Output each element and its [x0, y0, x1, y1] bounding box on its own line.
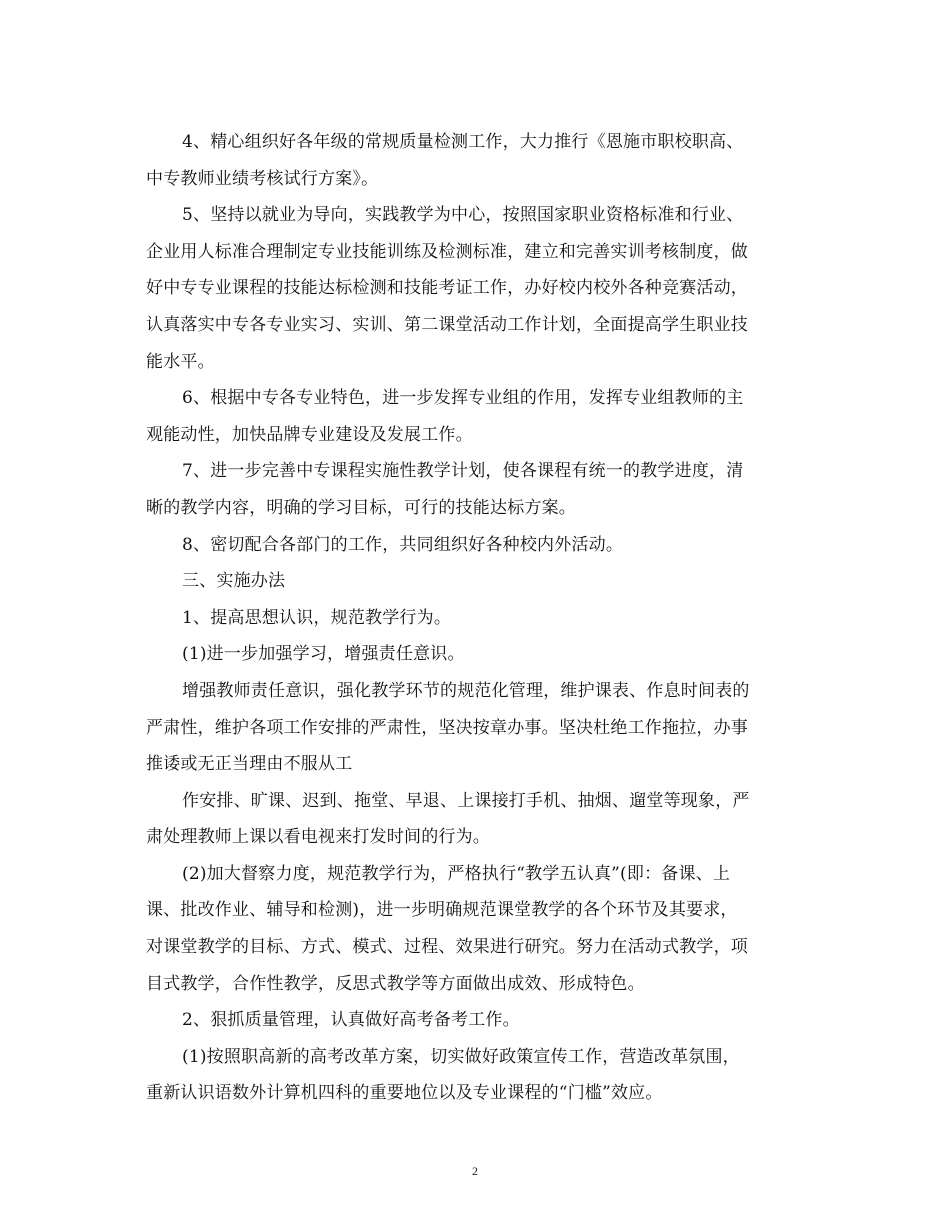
text-line: 6、根据中专各专业特色，进一步发挥专业组的作用，发挥专业组教师的主 — [182, 388, 744, 409]
text-line: 晰的教学内容，明确的学习目标，可行的技能达标方案。 — [146, 497, 576, 518]
text-line: (1)按照职高新的高考改革方案，切实做好政策宣传工作，营造改革氛围， — [182, 1046, 740, 1067]
text-line: 严肃性，维护各项工作安排的严肃性，坚决按章办事。坚决杜绝工作拖拉，办事 — [146, 717, 748, 738]
text-line: 作安排、旷课、迟到、拖堂、早退、上课接打手机、抽烟、遛堂等现象，严 — [182, 790, 750, 811]
text-line: 观能动性，加快品牌专业建设及发展工作。 — [146, 424, 473, 445]
text-line: 增强教师责任意识，强化教学环节的规范化管理，维护课表、作息时间表的 — [182, 680, 750, 701]
text-line: 推诿或无正当理由不服从工 — [146, 754, 353, 775]
text-line: 4、精心组织好各年级的常规质量检测工作，大力推行《恩施市职校职高、 — [182, 132, 744, 152]
text-line: 企业用人标准合理制定专业技能训练及检测标准，建立和完善实训考核制度，做 — [146, 241, 748, 262]
text-line: 中专教师业绩考核试行方案》。 — [146, 168, 379, 189]
text-line: 课、批改作业、辅导和检测)，进一步明确规范课堂教学的各个环节及其要求， — [146, 900, 738, 921]
text-line: 能水平。 — [146, 351, 215, 372]
text-line: 7、进一步完善中专课程实施性教学计划，使各课程有统一的教学进度，清 — [182, 461, 744, 482]
text-line: 2、狠抓质量管理，认真做好高考备考工作。 — [182, 1010, 520, 1031]
text-line: 5、坚持以就业为导向，实践教学为中心，按照国家职业资格标准和行业、 — [182, 205, 744, 226]
page-number: 2 — [472, 1164, 478, 1178]
text-line: (1)进一步加强学习，增强责任意识。 — [182, 644, 465, 665]
text-line: 肃处理教师上课以看电视来打发时间的行为。 — [146, 827, 490, 848]
document-body — [146, 124, 806, 1112]
text-line: 重新认识语数外计算机四科的重要地位以及专业课程的“门槛”效应。 — [146, 1083, 663, 1104]
text-line: 对课堂教学的目标、方式、模式、过程、效果进行研究。努力在活动式教学，项 — [146, 937, 748, 958]
text-line: 好中专专业课程的技能达标检测和技能考证工作，办好校内校外各种竞赛活动， — [146, 278, 748, 299]
text-line: 目式教学，合作性教学，反思式教学等方面做出成效、形成特色。 — [146, 973, 645, 994]
text-line: 8、密切配合各部门的工作，共同组织好各种校内外活动。 — [182, 534, 624, 555]
text-line: 认真落实中专各专业实习、实训、第二课堂活动工作计划，全面提高学生职业技 — [146, 314, 748, 335]
text-line: 三、实施办法 — [182, 571, 286, 592]
text-line: (2)加大督察力度，规范教学行为，严格执行“教学五认真”(即：备课、上 — [182, 863, 731, 884]
text-line: 1、提高思想认识，规范教学行为。 — [182, 607, 452, 628]
